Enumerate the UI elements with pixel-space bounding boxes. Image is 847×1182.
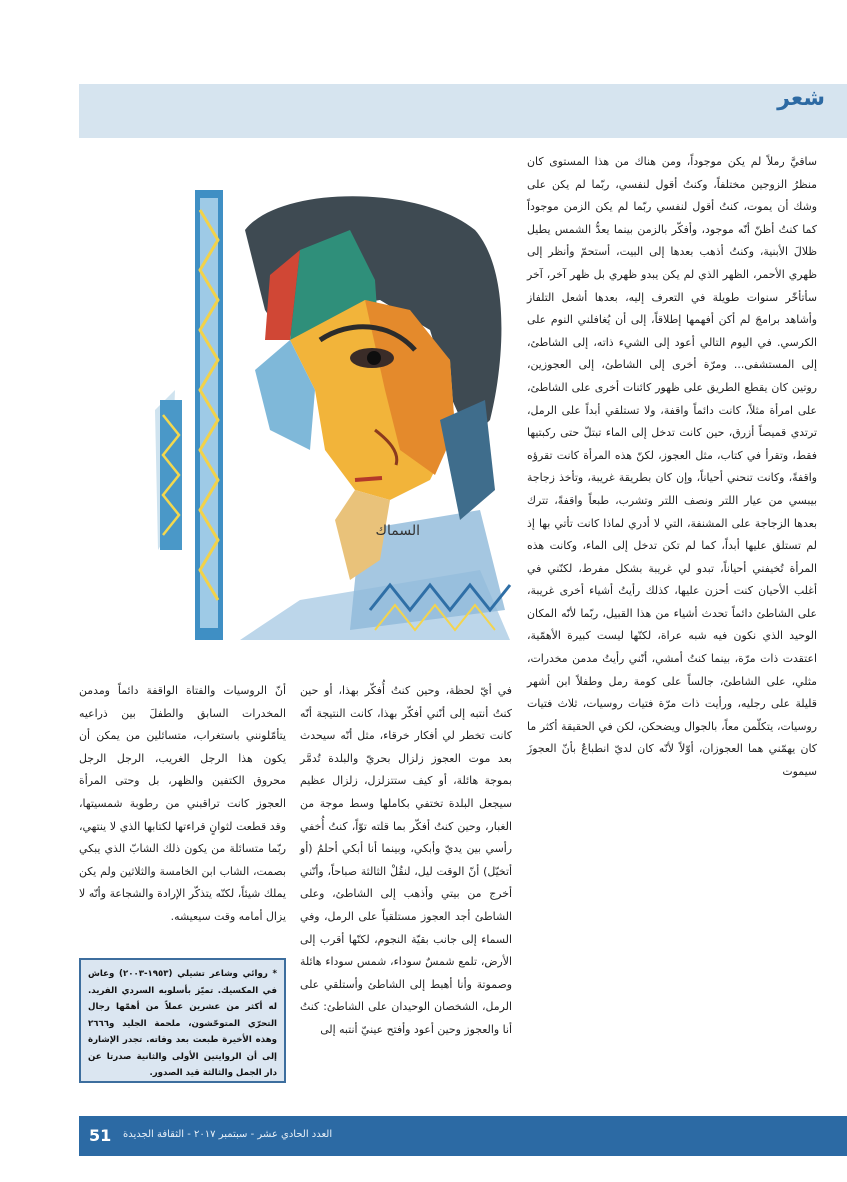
paragraph: أنّ الروسيات والفتاة الواقفة دائماً ومدمن المخدرات السابق والطفلَ بين ذراعيه يتأمّلونني باستغراب، متسائلين من يمكن أن يكون هذا الرجل الغريب، الرجل الرجل محروق الكتفين والظهر، بل وحتى المرأة العجوز كانت تراقبني من رطوبة شمسيتها، وقد قطعت لثوانٍ قراءتها لكتابها الذي لا ينتهي، ربّما متسائلة من يكون ذلك الشابّ الذي يبكي بصمت، الشاب ابن الخامسة والثلاثين ولم يكن يملك شيئاً، لكنّه يتذكّر الإرادة والشجاعة وأنّه لا يزال أمامه وقت سيعيشه. [79,684,286,923]
author-note-text: * روائي وشاعر تشيلي (١٩٥٣-٢٠٠٣) وعاش في المكسيك. تميّز بأسلوبه السردي الفريد. له أكثر من عشرين عملاً من أهمّها رجال التحرّي المتوحّشون، ملحمة الجليد و٢٦٦٦ وهذه الأخيرة طبعت بعد وفاته. تجدر الإشارة إلى أن الروايتين الأولى والثانية صدرتا عن دار الجمل والثالثة قيد الصدور. [88,969,278,1078]
paragraph: ساقيَّ رملاً لم يكن موجوداً، ومن هناك من هذا المستوى كان منظرُ الزوجين مختلفاً، وكنتُ أقول لنفسي، ربّما لم يكن على وشك أن يموت، كنتُ أقول لنفسي ربّما لم يكن الزمن موجوداً كما كنتُ أظنّ أنّه موجود، وأفكّر بالزمن بينما يعدُّ الشمس يطيل ظلالَ الأبنية، وكنتُ أذهب بعدها إلى البيت، أستحمّ وأنظر إلى ظهري الأحمر، الظهر الذي لم يكن يبدو ظهري بل ظهر آخر، آخر سأتأخّر سنوات طويلة في التعرف إليه، بعدها أشعل التلفاز وأشاهد برامجَ لم أكن أفهمها إطلاقاً، إلى أن يُغافلني النوم على الكرسي. في اليوم التالي أعود إلى الشيء ذاته، إلى الشاطئ، إلى المستشفى... ومرّة أخرى إلى الشاطئ، إلى العجوزين، روتين كان يقطع الطريق على ظهور كائنات أخرى على الشاطئ، على امرأة مثلاً، كانت دائماً واقفة، ولا تستلقي أبداً على الرمل، ترتدي قميصاً أزرق، حين كانت تدخل إلى الماء تبتلّ حتى ركبتيها فقط، وتقرأ في كتاب، مثل العجوز، لكنّ هذه المرأة كانت تقرؤه واقفةً، وكانت تنحني أحياناً، وإن كان بطريقة غريبة، وتأخذ زجاجة بيبسي من عيار اللتر ونصف اللتر وتشرب، طبعاً واقفةً، تترك بعدها الزجاجة على المشنفة، التي لا أدري لماذا كانت تأتي بها إذ لم تستلق عليها أبداً، كما لم تكن تدخل إلى الماء، وكانت هذه المرأة تُخيفني أحياناً، تبدو لي غريبة بشكل مفرط، لكنّني في أغلب الأحيان كنت أحزن عليها، كذلك رأيتُ أشياء أخرى غريبة، على الشاطئ دائماً تحدث أشياء من هذا القبيل، ربّما لأنّه المكان الوحيد الذي نكون فيه شبه عراة، لكنّها ليست كبيرة الأهمّية، اعتقدت ذات مرّة، بينما كنتُ أمشي، أنّني رأيتُ مدمن مخدرات، مثلي، على الشاطئ، جالساً على كومة رمل وطفلاً ابن أشهر قليلة على رجليه، ورأيت ذات مرّة فتيات روسيات، ثلاث فتيات روسيات، يتكلّمن معاً، بالجوال ويضحكن، لكن في الحقيقة أكثر ما كان يهمّني هما العجوزان، أوّلاً لأنّه كان لديّ انطباعٌ بأنّ العجوزَ سيموت [527,155,817,779]
footer-band [79,1116,847,1156]
artist-signature: السماك [375,523,420,539]
paragraph: في أيّ لحظة، وحين كنتُ أُفكّر بهذا، أو حين كنتُ أنتبه إلى أنّني أفكّر بهذا، كانت النتيجة أنّه كانت تخطر لي أفكار خرقاء، مثل أنّه سيحدث بعد موت العجوز زلزال بحريّ والبلدة تُدمَّر بموجة هائلة، أو كيف ستتزلزل، زلزال عظيم سيجعل البلدة تختفي بكاملها وسط موجة من الغبار، وحين كنتُ أفكّر بما قلته توّاً، كنتُ أُخفي رأسي بين يديّ وأبكي، وبينما أنا أبكي أحلمُ (أو أتخيّل) أنّ الوقت ليل، لنقُلْ الثالثة صباحاً، وأنّني أخرج من بيتي وأذهب إلى الشاطئ، وعلى الشاطئ أجد العجوز مستلقياً على الرمل، وفي السماء إلى جانب بقيّة النجوم، لكنّها أقرب إلى الأرض، تلمع شمسٌ سوداء، شمس سوداء هائلة وصموتة وأنا أهبط إلى الشاطئ وأستلقي على الرمل، الشخصان الوحيدان على الشاطئ: كنتُ أنا والعجوز وحين أعود وأفتح عينيّ أنتبه إلى [300,684,512,1036]
text-column-left [79,680,286,950]
artwork-painting [150,190,515,640]
issue-info: العدد الحادي عشر - سبتمبر ٢٠١٧ - الثقافة الجديدة [123,1129,333,1140]
page-number: 51 [89,1126,112,1145]
text-column-right [527,151,817,1051]
decorative-pillar-tall [195,190,223,640]
author-note-box [79,958,286,1083]
text-column-middle [300,680,512,1036]
header-band [79,84,847,138]
decorative-pillar-short [160,400,182,550]
section-title: شعر [777,86,825,111]
